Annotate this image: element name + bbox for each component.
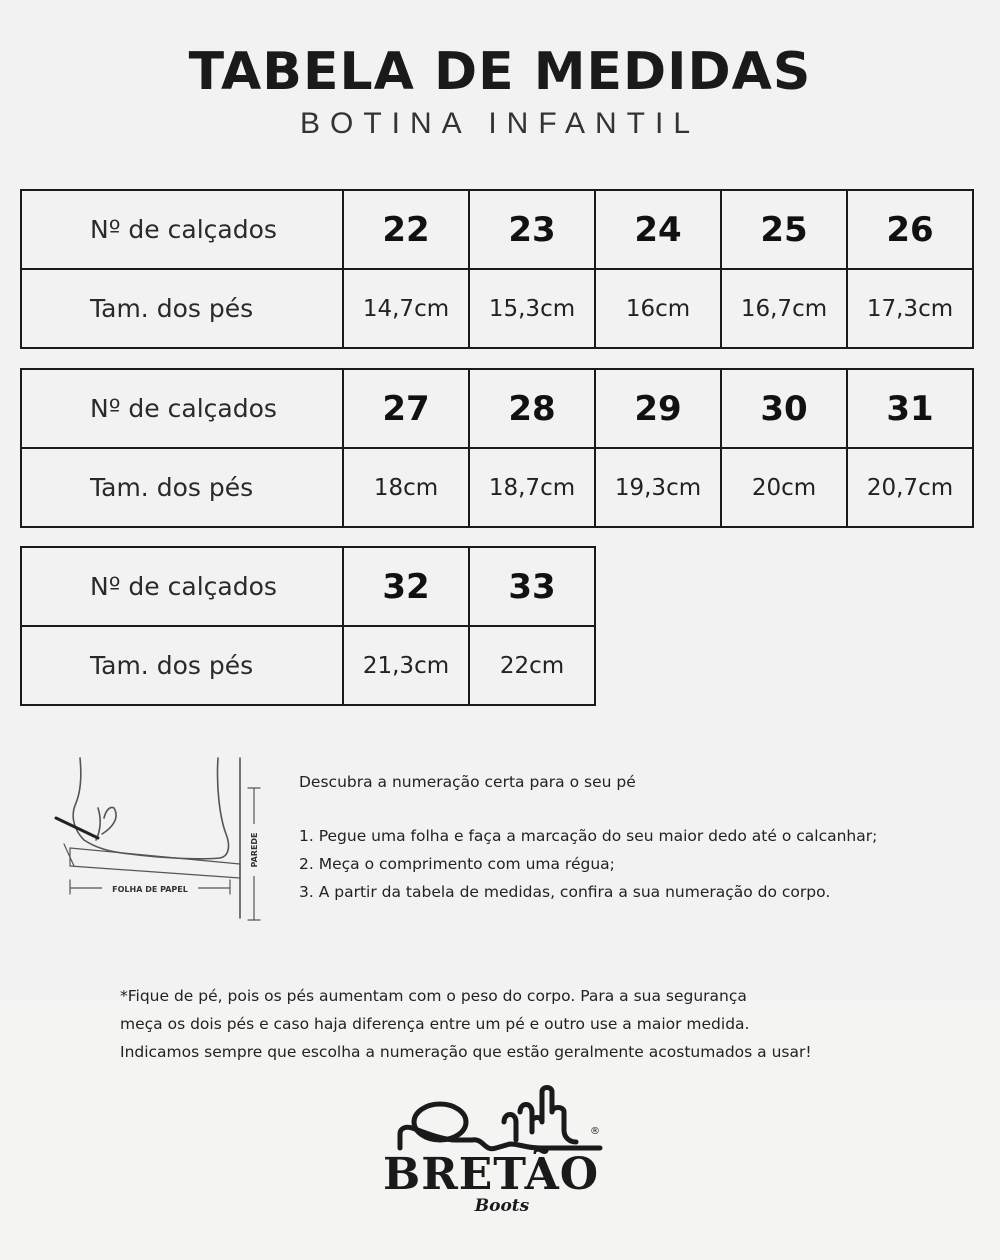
logo-boot-shape bbox=[520, 1088, 576, 1143]
instructions-lead: Descubra a numeração certa para o seu pé bbox=[299, 773, 636, 791]
instruction-step: 3. A partir da tabela de medidas, confira a sua numeração do corpo. bbox=[299, 883, 831, 901]
size-cell: 30 bbox=[721, 369, 847, 448]
size-cell: 28 bbox=[469, 369, 595, 448]
length-cell: 14,7cm bbox=[343, 269, 469, 348]
logo-subtitle: Boots bbox=[474, 1196, 530, 1216]
page-title: TABELA DE MEDIDAS bbox=[188, 42, 812, 102]
size-cell: 29 bbox=[595, 369, 721, 448]
table-row-lengths bbox=[21, 448, 973, 527]
row-label: Nº de calçados bbox=[21, 547, 343, 626]
length-cell: 20,7cm bbox=[847, 448, 973, 527]
length-cell: 16cm bbox=[595, 269, 721, 348]
length-cell: 15,3cm bbox=[469, 269, 595, 348]
size-cell: 32 bbox=[343, 547, 469, 626]
length-cell: 20cm bbox=[721, 448, 847, 527]
pencil-shape bbox=[56, 818, 98, 838]
size-cell: 33 bbox=[469, 547, 595, 626]
logo-wordmark: BRETÃO bbox=[383, 1149, 600, 1200]
registered-mark: ® bbox=[590, 1126, 600, 1137]
logo-head-shape bbox=[414, 1104, 466, 1140]
size-table-3 bbox=[20, 546, 596, 706]
row-label: Nº de calçados bbox=[21, 369, 343, 448]
row-label: Tam. dos pés bbox=[21, 448, 343, 527]
row-label: Nº de calçados bbox=[21, 190, 343, 269]
size-cell: 25 bbox=[721, 190, 847, 269]
length-cell: 18,7cm bbox=[469, 448, 595, 527]
page-subtitle: BOTINA INFANTIL bbox=[299, 107, 701, 140]
size-table-2 bbox=[20, 368, 974, 528]
row-label: Tam. dos pés bbox=[21, 269, 343, 348]
size-table-1 bbox=[20, 189, 974, 349]
instructions bbox=[299, 768, 989, 906]
paper-label: FOLHA DE PAPEL bbox=[112, 885, 188, 894]
length-cell: 19,3cm bbox=[595, 448, 721, 527]
size-cell: 23 bbox=[469, 190, 595, 269]
table-row-lengths bbox=[21, 626, 595, 705]
foot-measure-illustration bbox=[40, 748, 280, 928]
table-row-sizes bbox=[21, 190, 973, 269]
table-row-sizes bbox=[21, 547, 595, 626]
table-row-sizes bbox=[21, 369, 973, 448]
length-cell: 18cm bbox=[343, 448, 469, 527]
hand-outline bbox=[96, 807, 116, 840]
wall-label: PAREDE bbox=[250, 832, 259, 868]
length-cell: 21,3cm bbox=[343, 626, 469, 705]
footnote-line: *Fique de pé, pois os pés aumentam com o peso do corpo. Para a sua segurança bbox=[120, 987, 747, 1005]
length-cell: 22cm bbox=[469, 626, 595, 705]
instruction-step: 1. Pegue uma folha e faça a marcação do seu maior dedo até o calcanhar; bbox=[299, 827, 878, 845]
row-label: Tam. dos pés bbox=[21, 626, 343, 705]
paper-sheet-shape bbox=[70, 848, 240, 878]
footnote-line: Indicamos sempre que escolha a numeração que estão geralmente acostumados a usar! bbox=[120, 1043, 812, 1061]
instruction-step: 2. Meça o comprimento com uma régua; bbox=[299, 855, 615, 873]
length-cell: 16,7cm bbox=[721, 269, 847, 348]
size-cell: 26 bbox=[847, 190, 973, 269]
footnote-line: meça os dois pés e caso haja diferença entre um pé e outro use a maior medida. bbox=[120, 1015, 750, 1033]
foot-outline bbox=[73, 758, 228, 859]
length-cell: 17,3cm bbox=[847, 269, 973, 348]
size-cell: 31 bbox=[847, 369, 973, 448]
table-row-lengths bbox=[21, 269, 973, 348]
size-cell: 27 bbox=[343, 369, 469, 448]
size-cell: 22 bbox=[343, 190, 469, 269]
size-cell: 24 bbox=[595, 190, 721, 269]
footnote bbox=[120, 982, 980, 1066]
